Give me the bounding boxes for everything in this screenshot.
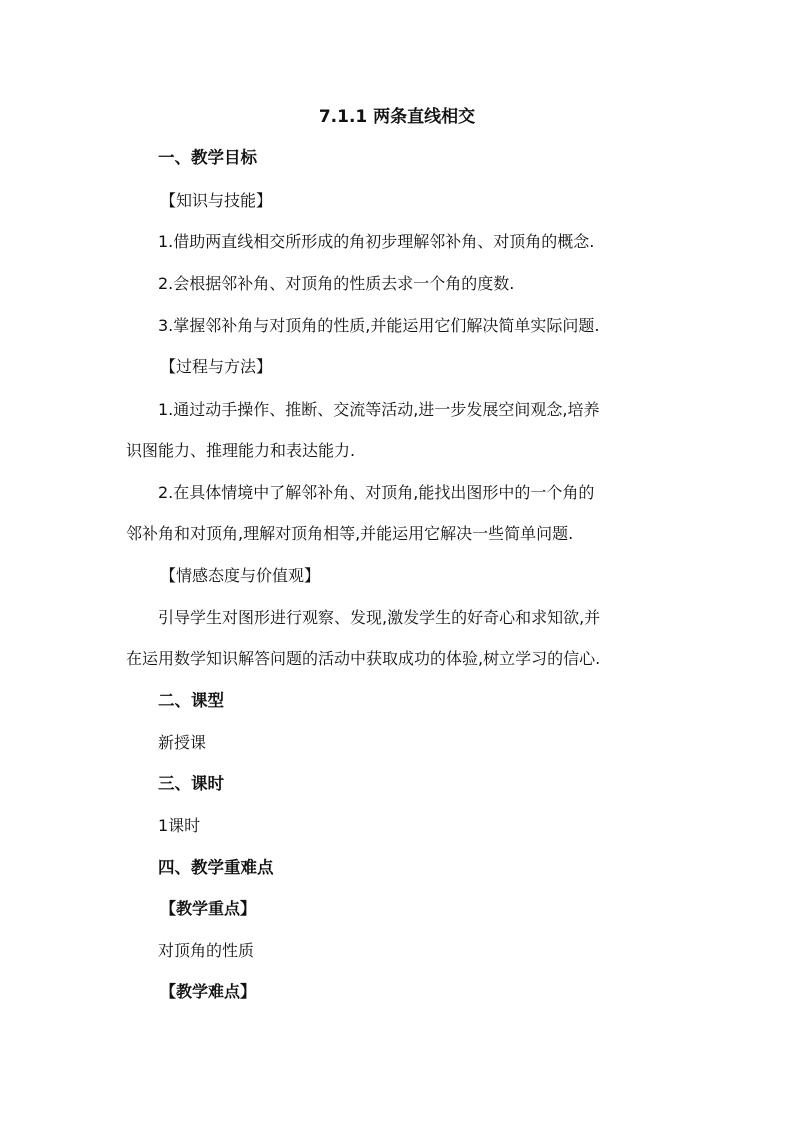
knowledge-item-1: 1.借助两直线相交所形成的角初步理解邻补角、对顶角的概念. [158, 232, 595, 251]
section-heading-class-hours: 三、课时 [158, 774, 224, 793]
lesson-type-text: 新授课 [158, 733, 207, 752]
section-heading-objectives: 一、教学目标 [158, 148, 257, 167]
subheading-key-point: 【教学重点】 [160, 899, 257, 918]
emotion-text-line-1: 引导学生对图形进行观察、发现,激发学生的好奇心和求知欲,并 [158, 608, 601, 627]
subheading-process-methods: 【过程与方法】 [160, 357, 273, 376]
knowledge-item-3: 3.掌握邻补角与对顶角的性质,并能运用它们解决简单实际问题. [158, 316, 600, 335]
process-item-2-line-1: 2.在具体情境中了解邻补角、对顶角,能找出图形中的一个角的 [158, 483, 595, 502]
process-item-2-line-2: 邻补角和对顶角,理解对顶角相等,并能运用它解决一些简单问题. [126, 524, 574, 543]
process-item-1-line-2: 识图能力、推理能力和表达能力. [126, 441, 356, 460]
subheading-difficult-point: 【教学难点】 [160, 982, 257, 1001]
section-heading-key-difficult-points: 四、教学重难点 [158, 858, 274, 877]
emotion-text-line-2: 在运用数学知识解答问题的活动中获取成功的体验,树立学习的信心. [126, 649, 601, 668]
document-title: 7.1.1 两条直线相交 [318, 107, 476, 127]
class-hours-text: 1课时 [158, 816, 201, 835]
section-heading-lesson-type: 二、课型 [158, 691, 224, 710]
knowledge-item-2: 2.会根据邻补角、对顶角的性质去求一个角的度数. [158, 274, 515, 293]
subheading-emotion-values: 【情感态度与价值观】 [160, 566, 321, 585]
subheading-knowledge-skills: 【知识与技能】 [160, 191, 273, 210]
key-point-text: 对顶角的性质 [158, 941, 255, 960]
process-item-1-line-1: 1.通过动手操作、推断、交流等活动,进一步发展空间观念,培养 [158, 400, 600, 419]
